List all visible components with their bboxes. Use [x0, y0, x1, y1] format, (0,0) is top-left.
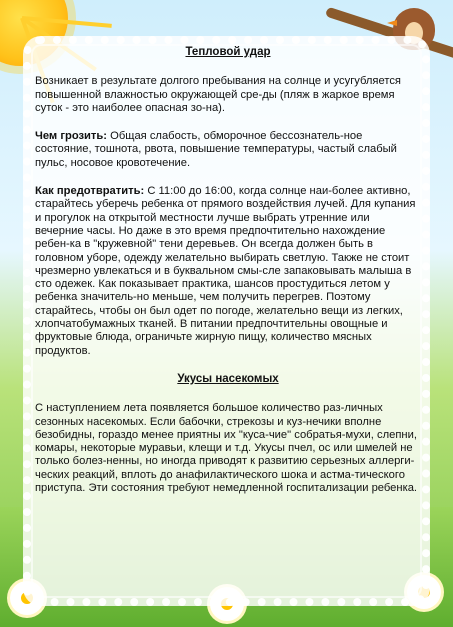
paragraph-threat	[35, 130, 421, 170]
label-threat: Чем грозить:	[35, 130, 108, 143]
paragraph-prevention	[35, 185, 421, 358]
label-prevention: Как предотвратить:	[35, 185, 145, 198]
text-prevention: С 11:00 до 16:00, когда солнце наи-более активно, старайтесь уберечь ребенка от прямого воздействия лучей. Для купания и прогулок на открытой местности лучше выбрать утренние или вечерние часы. Но даже в это время предпочтительно нахождение ребен-ка в "кружевной" тени деревьев. Он всегда должен быть в головном уборе, одежду желательно выбирать светлую. Также не стоит чрезмерно увлекаться и в буквальном смы-сле запаковывать малыша в сто одежек. Как показывает практика, шансов простудиться летом у ребенка значитель-но меньше, чем получить перегрев. Поэтому старайтесь, чтобы он был одет по погоде, желательно вещи из легких, хлопчатобумажных тканей. В питании предпочтительны овощные и фруктовые блюда, ограничьте жирную пищу, количество мясных продуктов.	[35, 185, 416, 357]
text-threat: Общая слабость, обморочное бессознатель-ное состояние, тошнота, рвота, повышение температуры, частый слабый пульс, носовое кровотечение.	[35, 130, 397, 169]
article	[35, 46, 421, 510]
heading-insect-bites: Укусы насекомых	[177, 372, 279, 385]
heading-heatstroke: Тепловой удар	[185, 46, 271, 58]
paragraph-intro: Возникает в результате долгого пребывания на солнце и усугубляется повышенной влажностью окружающей сре-ды (пляж в жаркое время суток - это наиболее опасная зо-на).	[35, 75, 401, 114]
paragraph-insects: С наступлением лета появляется большое количество раз-личных сезонных насекомых. Если бабочки, стрекозы и куз-нечики вполне безобидны, гораздо менее приятны их "куса-чие" собратья-мухи, слепни, комары, некоторые муравьи, клещи и т.д. Укусы пчел, ос или шмелей не только болез-ненны, но иногда приводят к развитию серьезных аллерги-ческих реакций, вплоть до анафилактического шока и астма-тического приступа. Эти состояния требуют немедленной госпитализации ребенка.	[35, 402, 418, 495]
